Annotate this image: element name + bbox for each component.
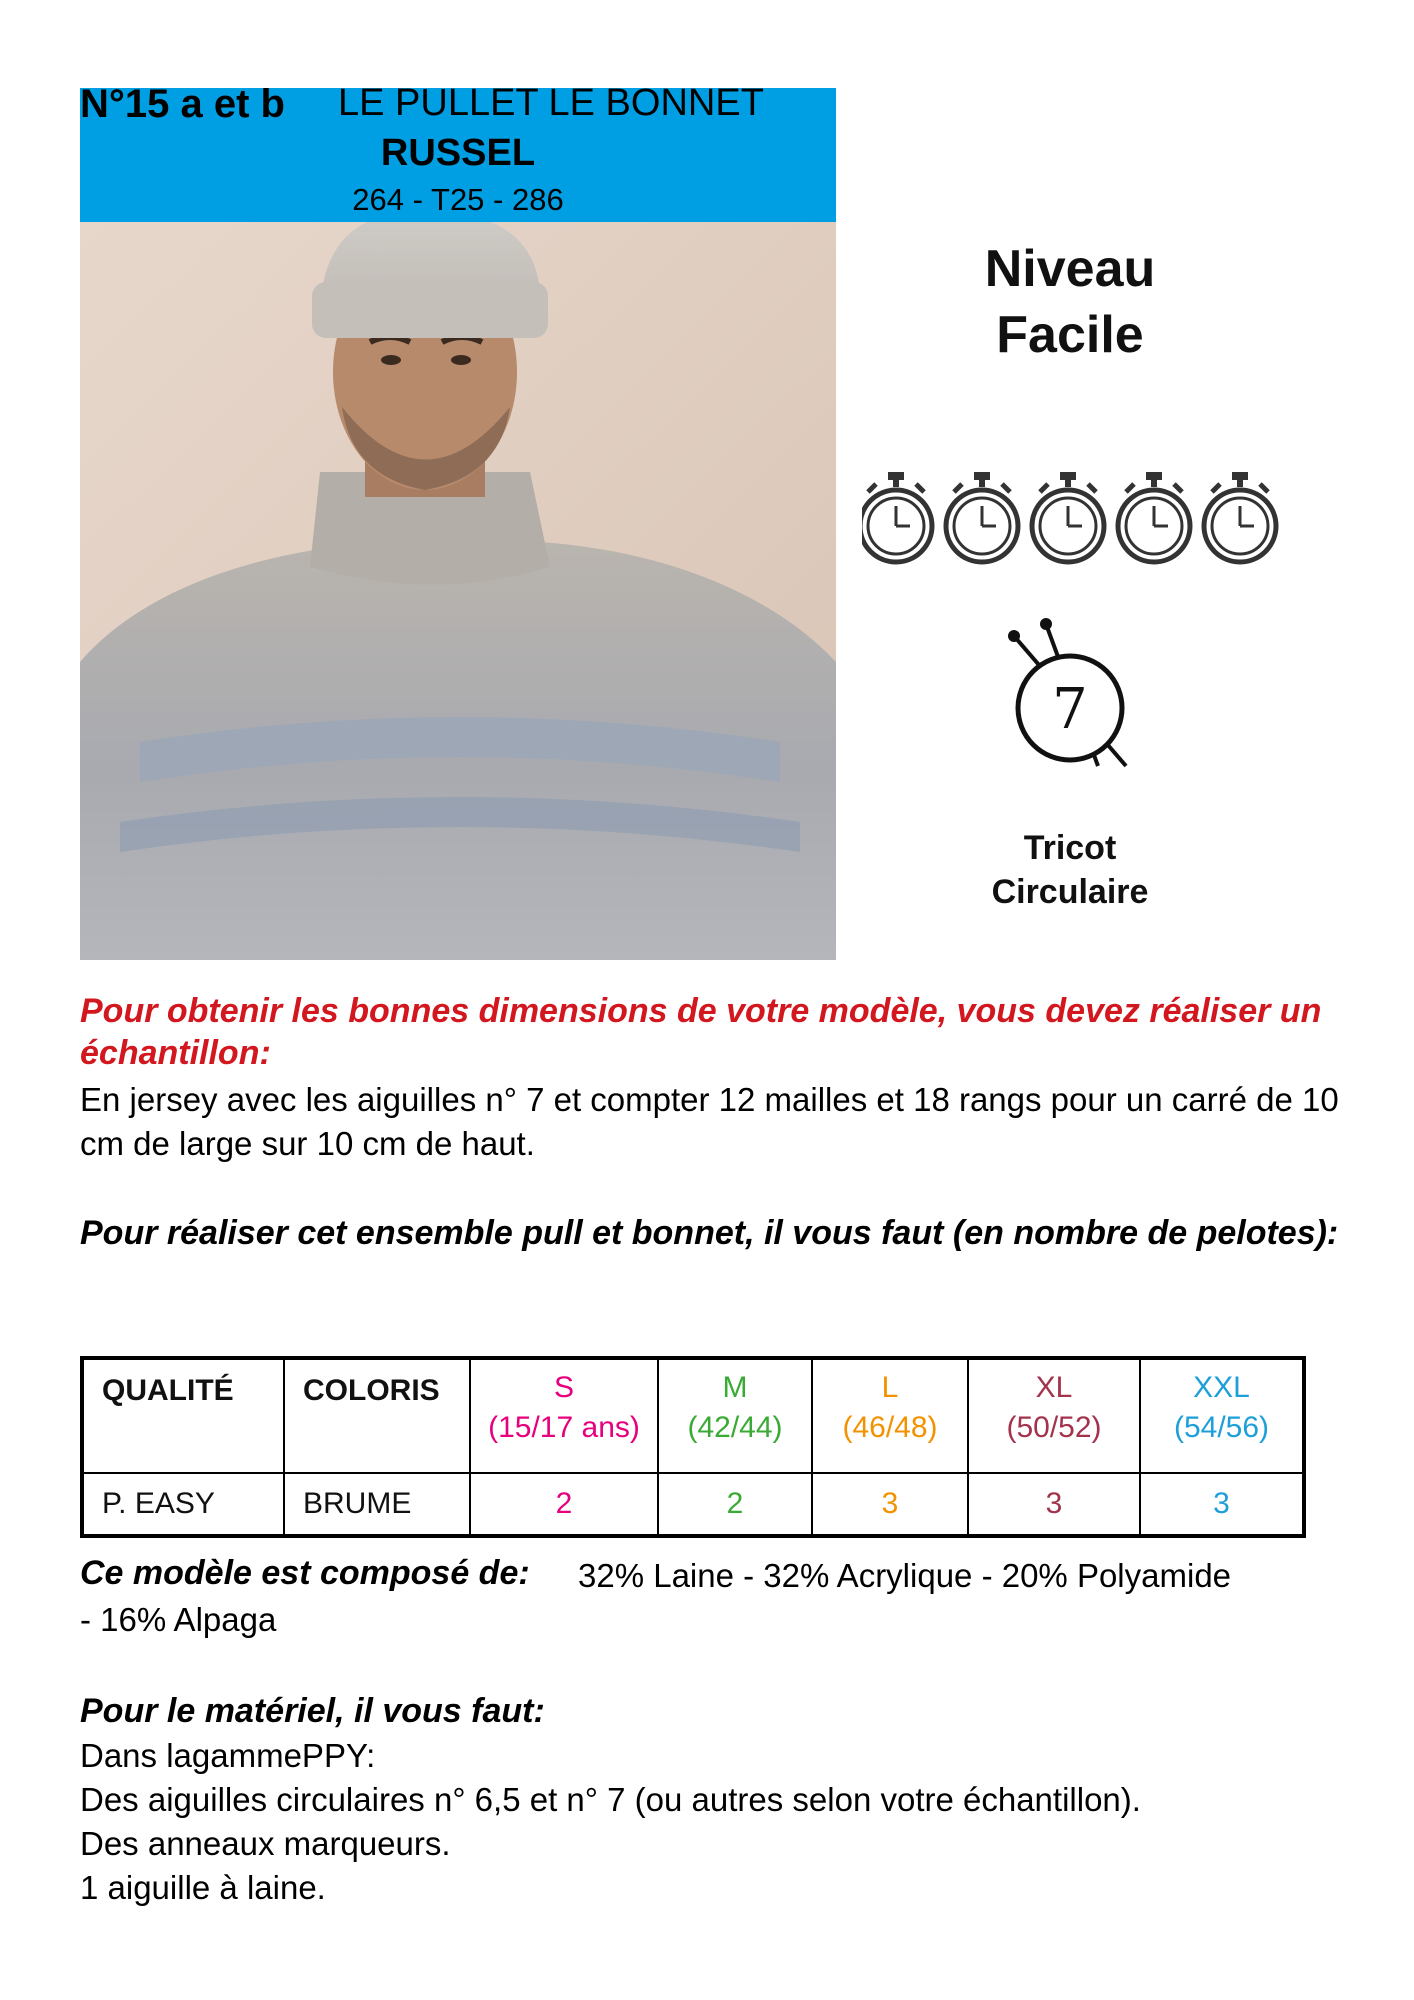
column-header-size [470,1358,658,1473]
svg-text:7: 7 [1052,677,1088,742]
list-item: 1 aiguille à laine. [80,1869,326,1906]
composition-text: 32% Laine - 32% Acrylique - 20% Polyamide [578,1557,1232,1594]
size-label: XL [1035,1371,1073,1404]
table-row [82,1473,1304,1536]
stopwatch-icon [862,472,932,562]
cell-balls: 2 [658,1473,812,1536]
gauge-text: En jersey avec les aiguilles n° 7 et compter 12 mailles et 18 rangs pour un carré de 10 cm de large sur 10 cm de haut. [80,1081,1339,1162]
stopwatch-icon [1118,472,1190,562]
stopwatch-icon [1032,472,1104,562]
technique [920,826,1220,914]
technique-line-1: Tricot [1023,829,1117,867]
size-label: S [553,1371,574,1404]
level-value: Facile [996,306,1144,364]
size-range: (50/52) [1006,1411,1102,1444]
pattern-references: 264 - T25 - 286 [352,182,564,217]
size-label: XXL [1193,1371,1250,1404]
cell-quality: P. EASY [82,1473,284,1536]
pattern-title: LE PULLET LE BONNET [338,82,764,124]
stopwatch-icon [946,472,1018,562]
size-range: (54/56) [1173,1411,1270,1444]
list-item: Des anneaux marqueurs. [80,1825,451,1862]
material-list [80,1734,1380,1910]
size-range: (15/17 ans) [488,1411,640,1444]
cell-balls: 2 [470,1473,658,1536]
column-header-color: COLORIS [284,1358,470,1473]
cell-balls: 3 [812,1473,968,1536]
cell-color: BRUME [284,1473,470,1536]
pattern-number: N°15 a et b [80,82,285,126]
size-label: M [722,1371,748,1404]
knitting-needle-icon [1006,616,1146,776]
difficulty-level [920,236,1220,368]
requirements-heading: Pour réaliser cet ensemble pull et bonnet, il vous faut (en nombre de pelotes): [80,1214,1339,1252]
composition-text-continued: - 16% Alpaga [80,1601,277,1638]
column-header-size [968,1358,1140,1473]
gauge-heading: Pour obtenir les bonnes dimensions de votre modèle, vous devez réaliser un échantillon: [80,992,1322,1072]
composition-heading: Ce modèle est composé de: [80,1554,530,1592]
size-label: L [881,1371,899,1404]
column-header-size [1140,1358,1304,1473]
column-header-size [812,1358,968,1473]
yarn-table [80,1356,1306,1538]
list-item: Dans lagammePPY: [80,1737,376,1774]
stopwatch-icon [1204,472,1276,562]
size-range: (46/48) [842,1411,938,1444]
table-header-row [82,1358,1304,1473]
technique-line-2: Circulaire [991,873,1149,911]
model-photo [80,222,836,960]
list-item: Des aiguilles circulaires n° 6,5 et n° 7 (ou autres selon votre échantillon). [80,1781,1141,1818]
level-label: Niveau [984,240,1156,298]
time-rating [862,470,1282,570]
cell-balls: 3 [1140,1473,1304,1536]
column-header-size [658,1358,812,1473]
cell-balls: 3 [968,1473,1140,1536]
size-range: (42/44) [687,1411,783,1444]
pattern-name: RUSSEL [380,132,536,174]
material-heading: Pour le matériel, il vous faut: [80,1692,545,1730]
column-header-quality: QUALITÉ [82,1358,284,1473]
